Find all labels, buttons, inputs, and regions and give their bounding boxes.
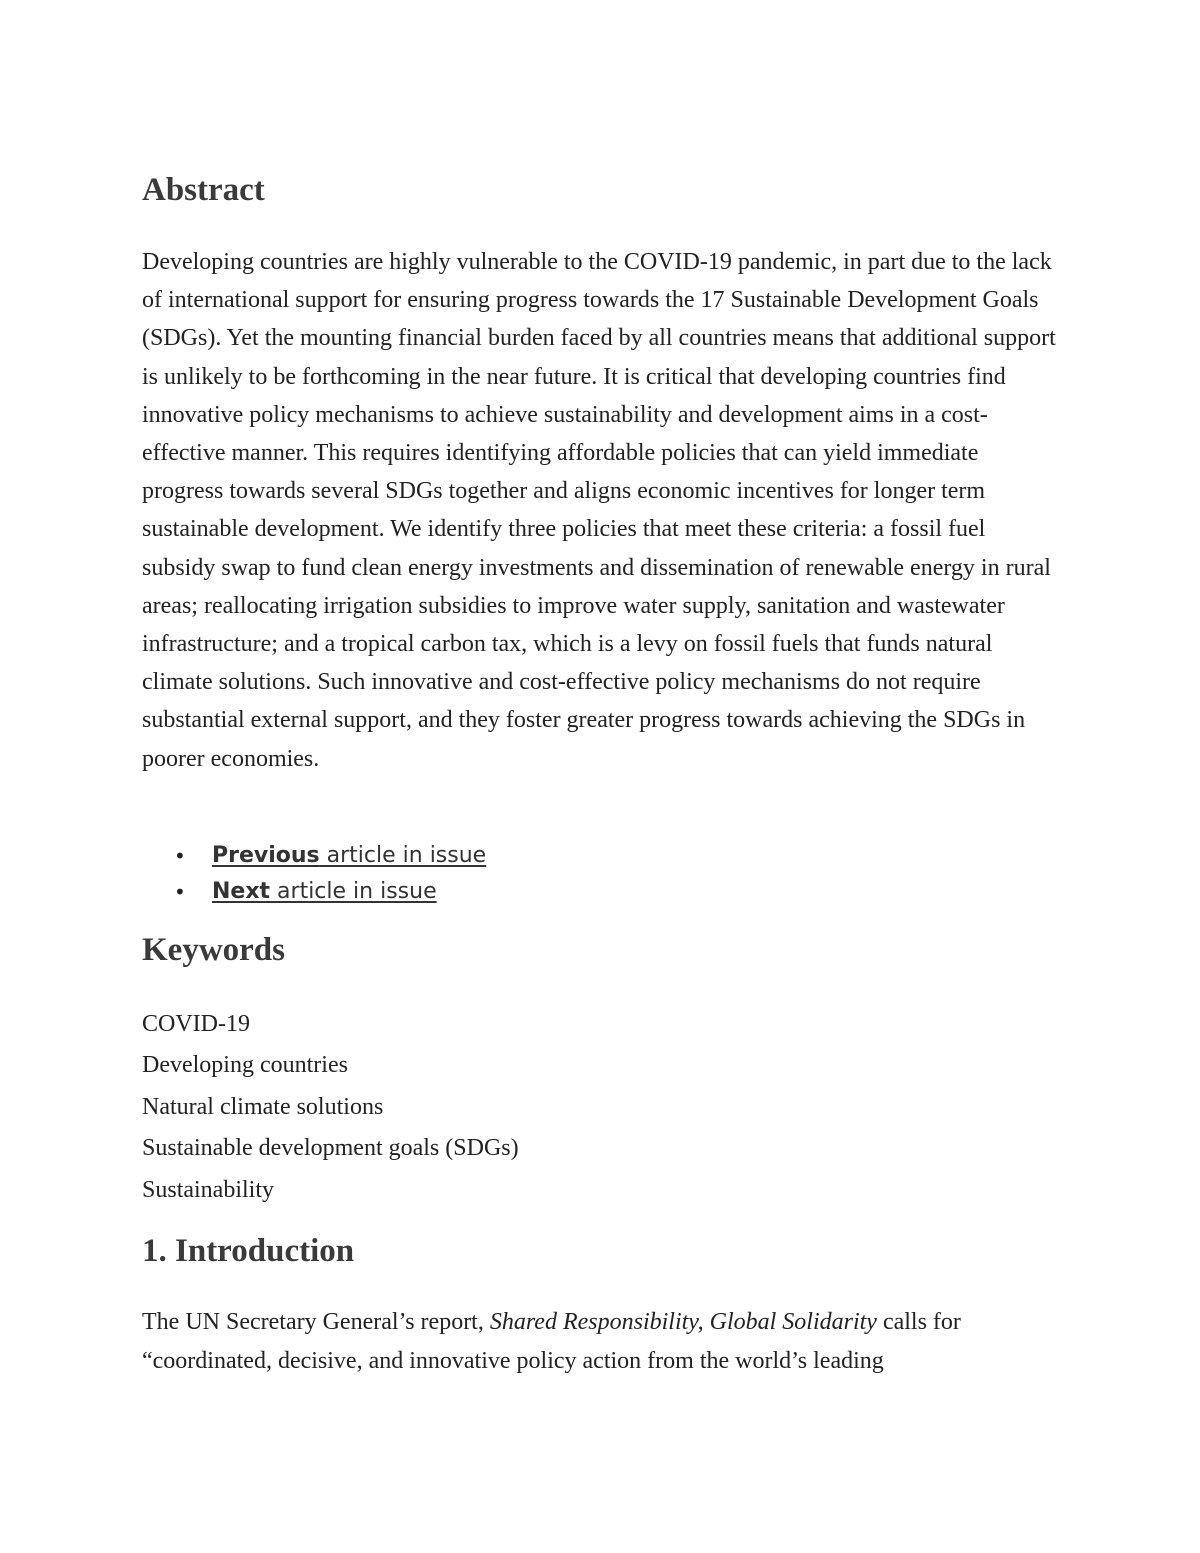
intro-text-before: The UN Secretary General’s report, <box>142 1309 490 1335</box>
introduction-paragraph <box>142 1303 1062 1381</box>
keyword-item[interactable]: Sustainable development goals (SDGs) <box>142 1135 519 1162</box>
keyword-item[interactable]: Natural climate solutions <box>142 1093 384 1120</box>
bullet-icon: • <box>174 844 186 868</box>
keyword-item[interactable]: Sustainability <box>142 1176 274 1203</box>
next-article-text: article in issue <box>270 879 437 904</box>
report-title: Shared Responsibility, Global Solidarity <box>489 1309 877 1335</box>
next-label: Next <box>212 879 271 904</box>
previous-article-text: article in issue <box>319 843 487 868</box>
keyword-list <box>142 1005 519 1212</box>
abstract-heading: Abstract <box>142 172 265 208</box>
abstract-paragraph: Developing countries are highly vulnerable to the COVID-19 pandemic, in part due to the lack of international support for ensuring progress towards the 17 Sustainable Development Goals (SDGs). Yet the mounting financial burden faced by all countries means that additional support is unlikely to be forthcoming in the near future. It is critical that developing countries find innovative policy mechanisms to achieve sustainability and development aims in a cost-effective manner. This requires identifying affordable policies that can yield immediate progress towards several SDGs together and aligns economic incentives for longer term sustainable development. We identify three policies that meet these criteria: a fossil fuel subsidy swap to fund clean energy investments and dissemination of renewable energy in rural areas; reallocating irrigation subsidies to improve water supply, sanitation and wastewater infrastructure; and a tropical carbon tax, which is a levy on fossil fuels that funds natural climate solutions. Such innovative and cost-effective policy mechanisms do not require substantial external support, and they foster greater progress towards achieving the SDGs in poorer economies. <box>142 249 1056 772</box>
introduction-heading: 1. Introduction <box>142 1233 355 1269</box>
next-article-link[interactable] <box>212 879 437 904</box>
article-navigation <box>142 838 486 910</box>
keywords-heading: Keywords <box>142 932 285 968</box>
keyword-item[interactable]: Developing countries <box>142 1052 348 1079</box>
intro-text-after: calls for “coordinated, decisive, and innovative policy action from the world’s leading <box>142 1309 961 1374</box>
keyword-item[interactable]: COVID-19 <box>142 1011 250 1037</box>
bullet-icon: • <box>174 880 186 904</box>
previous-article-item <box>142 838 486 874</box>
previous-article-link[interactable] <box>212 843 486 868</box>
next-article-item <box>142 874 486 910</box>
previous-label: Previous <box>212 843 320 868</box>
